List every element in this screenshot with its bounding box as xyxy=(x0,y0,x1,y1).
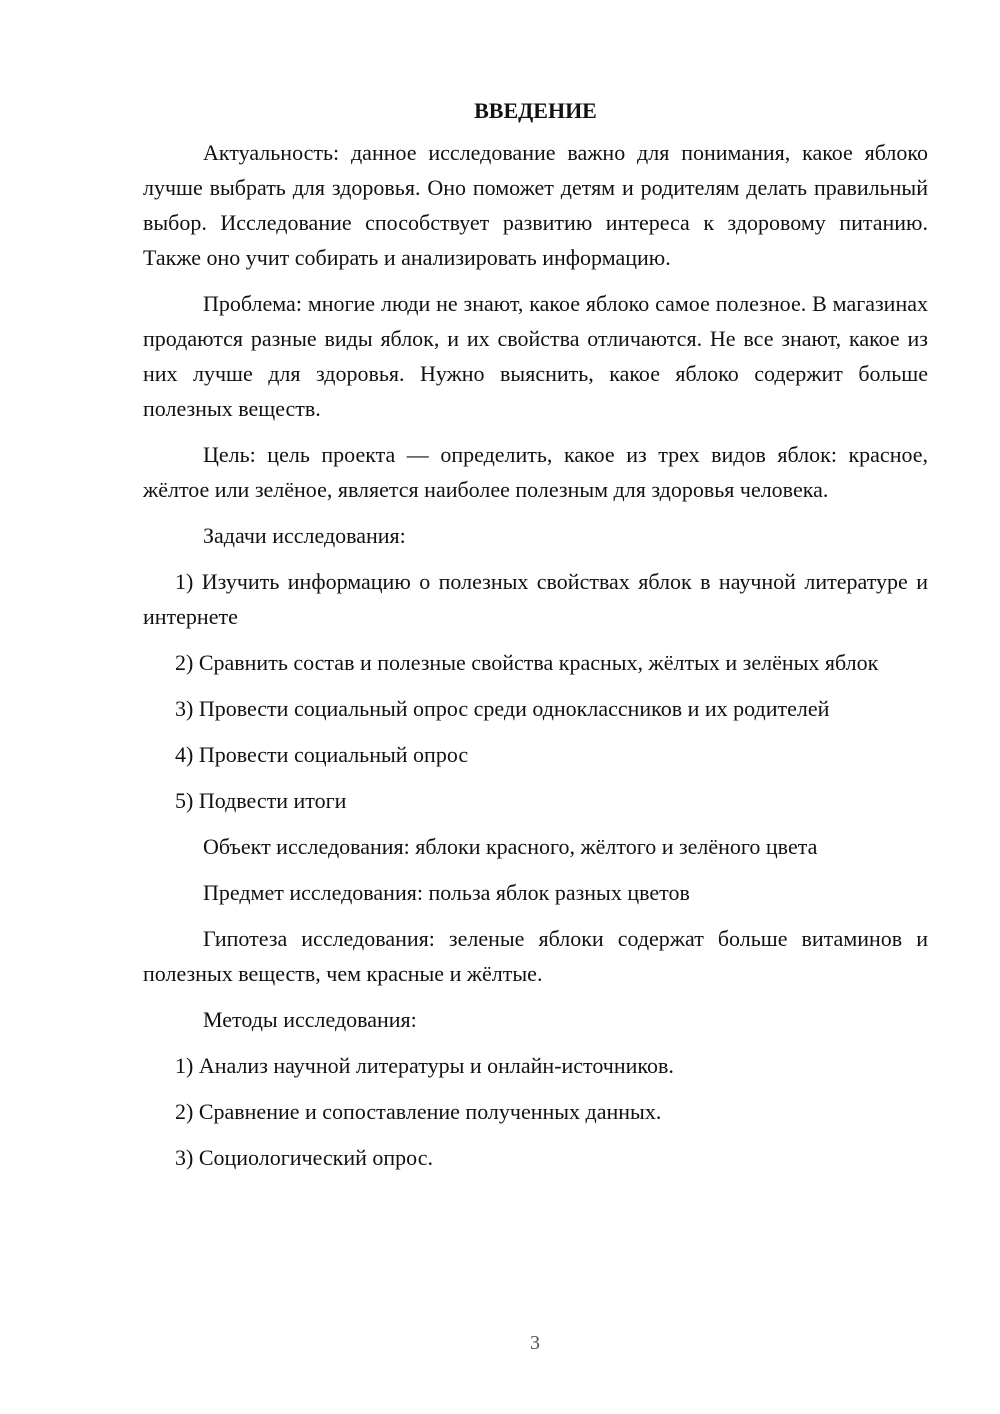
goal-paragraph: Цель: цель проекта — определить, какое из трех видов яблок: красное, жёлтое или зелёное, является наиболее полезным для здоровья человека. xyxy=(143,442,928,502)
method-item: 2) Сравнение и сопоставление полученных данных. xyxy=(175,1099,662,1124)
task-item: 1) Изучить информацию о полезных свойствах яблок в научной литературе и интернете xyxy=(143,569,928,629)
task-item: 5) Подвести итоги xyxy=(175,788,347,813)
task-item: 2) Сравнить состав и полезные свойства красных, жёлтых и зелёных яблок xyxy=(175,650,879,675)
method-item: 1) Анализ научной литературы и онлайн-источников. xyxy=(175,1053,674,1078)
object-paragraph: Объект исследования: яблоки красного, жёлтого и зелёного цвета xyxy=(203,834,818,859)
relevance-paragraph: Актуальность: данное исследование важно для понимания, какое яблоко лучше выбрать для здоровья. Оно поможет детям и родителям делать правильный выбор. Исследование способствует развитию интереса к здоровому питанию. Также оно учит собирать и анализировать информацию. xyxy=(143,140,928,270)
hypothesis-paragraph: Гипотеза исследования: зеленые яблоки содержат больше витаминов и полезных веществ, чем красные и жёлтые. xyxy=(143,926,928,986)
task-item: 4) Провести социальный опрос xyxy=(175,742,469,767)
task-item: 3) Провести социальный опрос среди одноклассников и их родителей xyxy=(175,696,830,721)
subject-paragraph: Предмет исследования: польза яблок разных цветов xyxy=(203,880,690,905)
problem-paragraph: Проблема: многие люди не знают, какое яблоко самое полезное. В магазинах продаются разные виды яблок, и их свойства отличаются. Не все знают, какое из них лучше для здоровья. Нужно выяснить, какое яблоко содержит больше полезных веществ. xyxy=(143,291,928,421)
methods-heading: Методы исследования: xyxy=(203,1007,417,1032)
document-page xyxy=(143,95,928,1186)
method-item: 3) Социологический опрос. xyxy=(175,1145,433,1170)
page-number: 3 xyxy=(530,1332,540,1354)
tasks-heading: Задачи исследования: xyxy=(203,523,406,548)
section-title: ВВЕДЕНИЕ xyxy=(474,98,597,123)
